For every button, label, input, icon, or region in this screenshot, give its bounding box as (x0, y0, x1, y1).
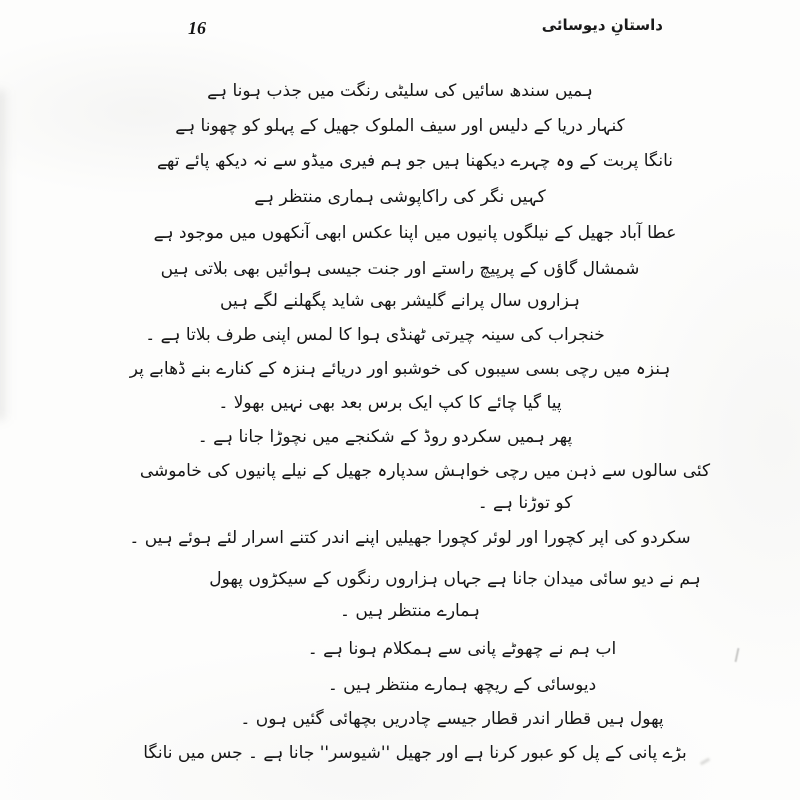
text-line: ہم نے دیو سائی میدان جانا ہے جہاں ہزاروں رنگوں کے سیکڑوں پھول (209, 569, 701, 589)
book-title-header: داستانِ دیوسائی (541, 16, 663, 34)
text-line: کہیں نگر کی راکاپوشی ہماری منتظر ہے (254, 187, 546, 207)
text-line: کو توڑنا ہے ۔ (477, 493, 573, 513)
text-line: عطا آباد جھیل کے نیلگوں پانیوں میں اپنا عکس ابھی آنکھوں میں موجود ہے (153, 223, 677, 243)
text-line: خنجراب کی سینہ چیرتی ٹھنڈی ہوا کا لمس اپنی طرف بلاتا ہے ۔ (145, 325, 605, 345)
text-line: پھر ہمیں سکردو روڈ کے شکنجے میں نچوڑا جانا ہے ۔ (197, 427, 573, 447)
text-line: نانگا پربت کے وہ چہرے دیکھنا ہیں جو ہم فیری میڈو سے نہ دیکھ پائے تھے (156, 151, 674, 171)
text-line: کئی سالوں سے ذہن میں رچی خواہش سدپارہ جھیل کے نیلے پانیوں کی خاموشی (139, 461, 711, 481)
text-line: ہمارے منتظر ہیں ۔ (339, 601, 481, 621)
text-line: ہنزہ میں رچی بسی سیبوں کی خوشبو اور دریائے ہنزہ کے کنارے بنے ڈھابے پر (129, 359, 671, 379)
page-number: 16 (188, 18, 206, 38)
text-line: شمشال گاؤں کے پرپیچ راستے اور جنت جیسی ہوائیں بھی بلاتی ہیں (160, 259, 640, 279)
text-line: اب ہم نے چھوٹے پانی سے ہمکلام ہونا ہے ۔ (307, 639, 617, 659)
text-line: پیا گیا چائے کا کپ ایک برس بعد بھی نہیں بھولا ۔ (218, 393, 562, 413)
text-line: پھول ہیں قطار اندر قطار جیسے چادریں بچھائی گئیں ہوں ۔ (240, 709, 664, 729)
text-line: بڑے پانی کے پل کو عبور کرنا ہے اور جھیل ''شیوسر'' جانا ہے ۔ جس میں نانگا (143, 743, 687, 763)
text-line: ہمیں سندھ سائیں کی سلیٹی رنگت میں جذب ہونا ہے (207, 81, 593, 101)
text-line: سکردو کی اپر کچورا اور لوئر کچورا جھیلیں اپنے اندر کتنے اسرار لئے ہوئے ہیں ۔ (129, 528, 691, 548)
text-line: کنہار دریا کے دلیس اور سیف الملوک جھیل کے پہلو کو چھونا ہے (175, 116, 625, 136)
text-line: دیوسائی کے ریچھ ہمارے منتظر ہیں ۔ (327, 675, 597, 695)
text-line: ہزاروں سال پرانے گلیشر بھی شاید پگھلنے لگے ہیں (220, 291, 580, 311)
